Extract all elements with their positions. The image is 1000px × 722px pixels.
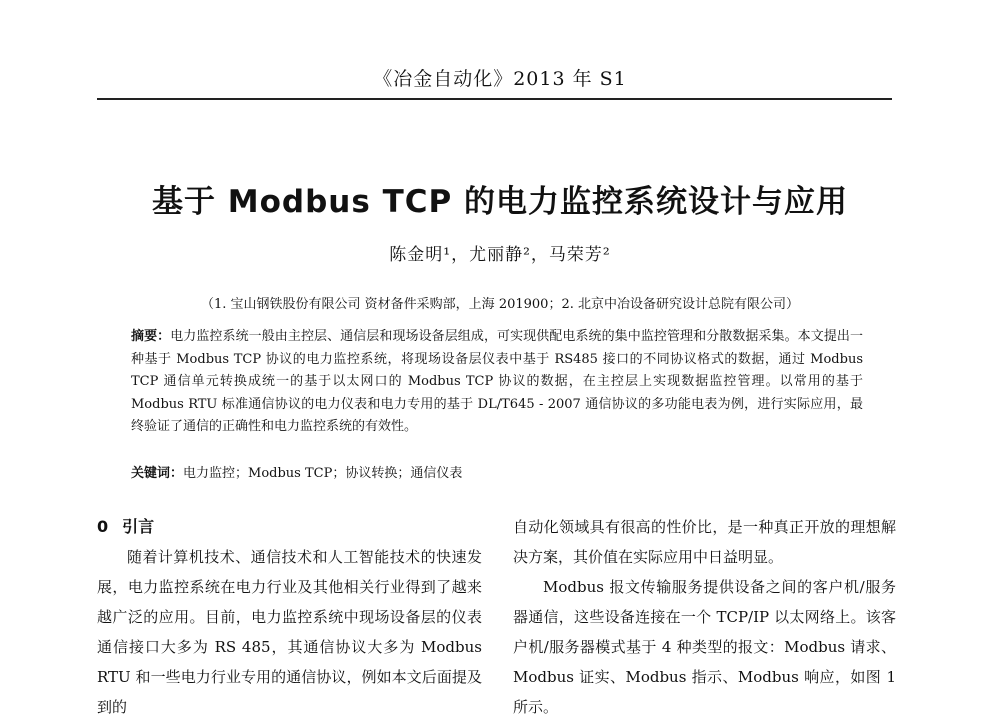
intro-paragraph: 随着计算机技术、通信技术和人工智能技术的快速发展，电力监控系统在电力行业及其他相关行业得到了越来越广泛的应用。目前，电力监控系统中现场设备层的仪表通信接口大多为 RS 485，其通信协议大多为 Modbus RTU 和一些电力行业专用的通信协议，例如本文后面提及到的	[97, 548, 482, 716]
author-list: 陈金明¹，尤丽静²，马荣芳²	[389, 245, 611, 265]
modbus-paragraph: Modbus 报文传输服务提供设备之间的客户机/服务器通信，这些设备连接在一个 TCP/IP 以太网络上。该客户机/服务器模式基于 4 种类型的报文：Modbus 请求、Modbus 证实、Modbus 指示、Modbus 响应，如图 1 所示。	[513, 578, 896, 716]
keywords-block	[131, 462, 863, 481]
keywords-text: 电力监控；Modbus TCP；协议转换；通信仪表	[183, 466, 463, 481]
author-affiliation: （1. 宝山钢铁股份有限公司 资材备件采购部，上海 201900；2. 北京中冶设备研究设计总院有限公司）	[201, 297, 799, 312]
section-number: 0	[97, 517, 109, 536]
body-column-right	[513, 512, 896, 722]
section-heading	[97, 512, 482, 542]
keywords-label: 关键词：	[131, 466, 184, 481]
body-column-left	[97, 512, 482, 722]
header-divider	[97, 98, 892, 100]
abstract-text: 电力监控系统一般由主控层、通信层和现场设备层组成，可实现供配电系统的集中监控管理和分散数据采集。本文提出一种基于 Modbus TCP 协议的电力监控系统，将现场设备层仪表中基于 RS485 接口的不同协议格式的数据，通过 Modbus TCP 通信单元转换成统一的基于以太网口的 Modbus TCP 协议的数据，在主控层上实现数据监控管理。以常用的基于 Modbus RTU 标准通信协议的电力仪表和电力专用的基于 DL/T645 - 2007 通信协议的多功能电表为例，进行实际应用，最终验证了通信的正确性和电力监控系统的有效性。	[131, 329, 863, 434]
section-title: 引言	[122, 517, 155, 536]
abstract-label: 摘要：	[131, 329, 171, 344]
article-title: 基于 Modbus TCP 的电力监控系统设计与应用	[151, 184, 849, 220]
abstract-block	[131, 326, 863, 439]
journal-header: 《冶金自动化》2013 年 S1	[373, 68, 627, 90]
paragraph-continuation: 自动化领域具有很高的性价比，是一种真正开放的理想解决方案，其价值在实际应用中日益明显。	[513, 518, 896, 566]
